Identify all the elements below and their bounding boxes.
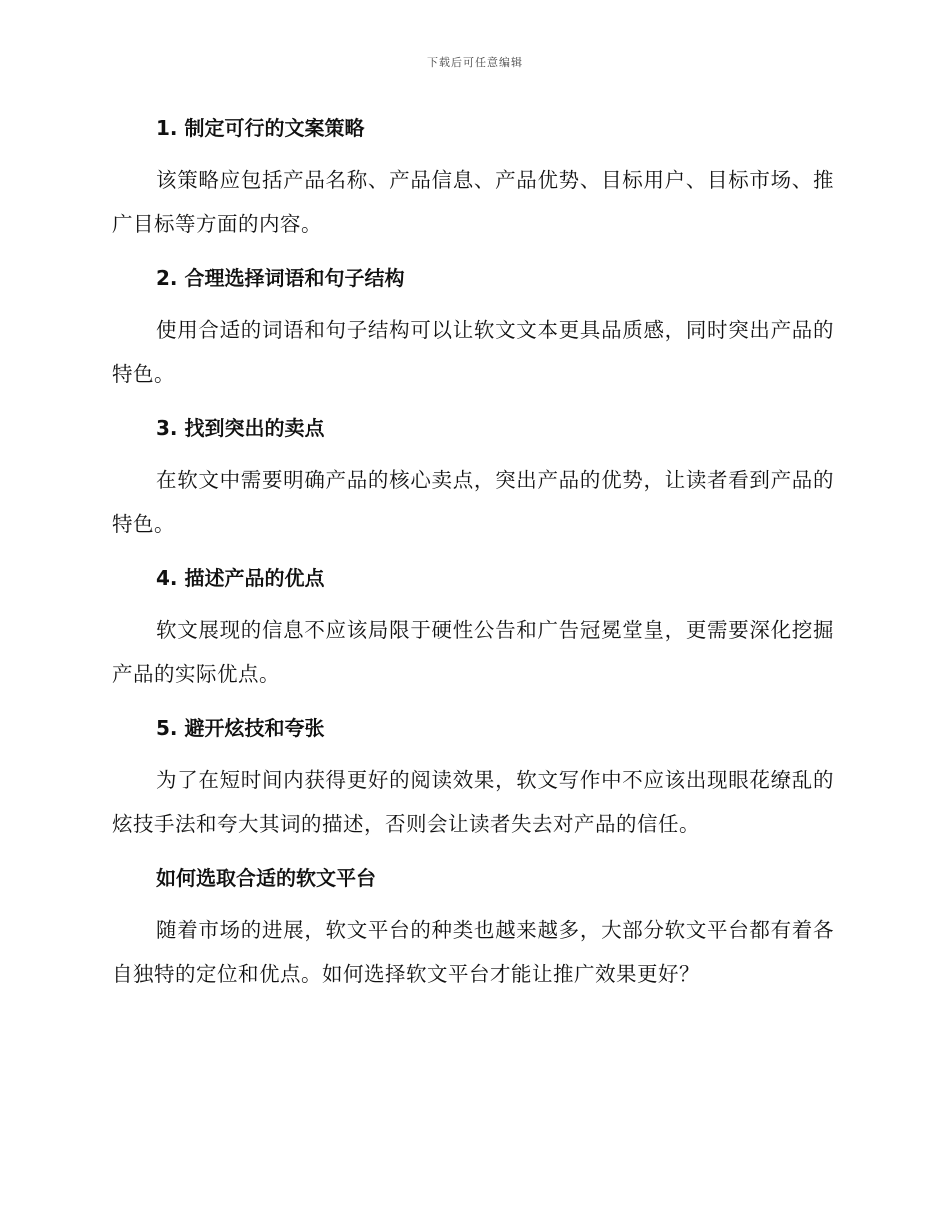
section-paragraph-5: 为了在短时间内获得更好的阅读效果，软文写作中不应该出现眼花缭乱的炫技手法和夸大其词的描述，否则会让读者失去对产品的信任。 — [112, 768, 834, 836]
document-body — [112, 112, 834, 996]
section-paragraph-1: 该策略应包括产品名称、产品信息、产品优势、目标用户、目标市场、推广目标等方面的内容。 — [112, 168, 834, 236]
section-heading-2: 2. 合理选择词语和句子结构 — [156, 266, 405, 290]
section-heading-1: 1. 制定可行的文案策略 — [156, 116, 365, 140]
section-heading-3: 3. 找到突出的卖点 — [156, 416, 325, 440]
section-paragraph-4: 软文展现的信息不应该局限于硬性公告和广告冠冕堂皇，更需要深化挖掘产品的实际优点。 — [112, 618, 834, 686]
section-paragraph-6: 随着市场的进展，软文平台的种类也越来越多，大部分软文平台都有着各自独特的定位和优点。如何选择软文平台才能让推广效果更好？ — [112, 918, 834, 986]
section-heading-5: 5. 避开炫技和夸张 — [156, 716, 325, 740]
section-paragraph-3: 在软文中需要明确产品的核心卖点，突出产品的优势，让读者看到产品的特色。 — [112, 468, 834, 536]
page-header: 下载后可任意编辑 — [427, 56, 523, 69]
section-heading-6: 如何选取合适的软文平台 — [156, 866, 376, 890]
section-paragraph-2: 使用合适的词语和句子结构可以让软文文本更具品质感，同时突出产品的特色。 — [112, 318, 834, 386]
section-heading-4: 4. 描述产品的优点 — [156, 566, 325, 590]
